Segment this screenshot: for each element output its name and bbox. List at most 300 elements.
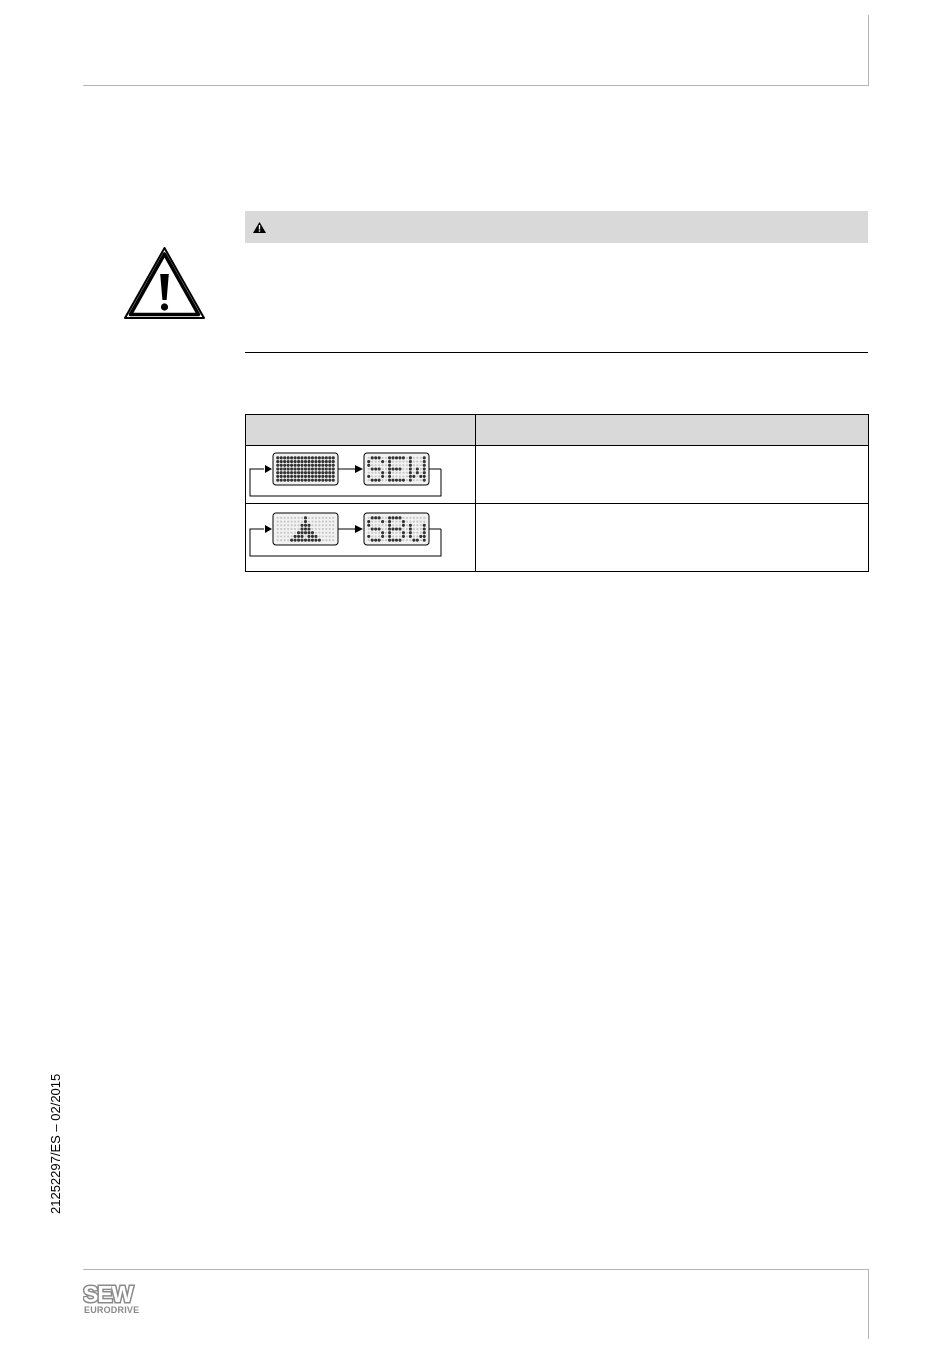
footer-rule [83,1269,869,1270]
led-dot-off [392,532,394,534]
led-dot-on [294,464,297,467]
led-dot-off [406,472,408,474]
led-dot-on [318,460,321,463]
led-dot-on [311,456,314,459]
led-dot-off [284,535,286,537]
led-dot-on [307,456,310,459]
led-dot-off [378,475,380,477]
led-dot-on [398,516,401,519]
svg-text:SEW: SEW [83,1282,133,1307]
led-dot-off [399,472,401,474]
led-dot-off [399,520,401,522]
led-dot-off [311,520,313,522]
led-dot-off [420,460,422,462]
led-dot-on [304,464,307,467]
led-dot-on [304,456,307,459]
led-dot-off [280,517,282,519]
led-dot-on [307,527,310,530]
led-dot-off [406,524,408,526]
led-dot-off [382,464,384,466]
led-dot-on [388,460,391,463]
arrow-head-icon [355,465,363,473]
led-dot-on [283,460,286,463]
table-header-cell-display [246,415,476,446]
led-dot-off [277,532,279,534]
table-header-row [246,415,869,446]
led-dot-off [315,517,317,519]
led-dot-on [304,479,307,482]
led-dot-on [300,475,303,478]
led-dot-off [420,472,422,474]
led-dot-on [388,535,391,538]
led-dot-off [423,517,425,519]
led-dot-off [280,535,282,537]
led-dot-on [328,471,331,474]
led-dot-off [385,539,387,541]
led-dot-off [399,524,401,526]
led-dot-on [388,467,391,470]
led-dot-on [367,464,370,467]
led-dot-on [307,535,310,538]
led-dot-on [388,524,391,527]
led-display-panel [273,453,338,485]
led-dot-off [402,475,404,477]
led-dot-off [385,464,387,466]
led-dot-off [332,532,334,534]
led-dot-on [409,460,412,463]
led-dot-off [402,517,404,519]
led-dot-on [367,535,370,538]
led-dot-on [328,464,331,467]
led-dot-on [280,464,283,467]
led-dot-on [294,456,297,459]
led-dot-on [409,464,412,467]
led-dot-on [388,464,391,467]
led-dot-on [412,475,415,478]
led-dot-on [374,527,377,530]
led-dot-off [329,532,331,534]
led-dot-off [375,532,377,534]
led-dot-off [420,520,422,522]
led-dot-off [280,524,282,526]
led-dot-on [423,456,426,459]
led-dot-on [300,524,303,527]
led-dot-on [304,460,307,463]
led-dot-off [416,532,418,534]
led-dot-off [378,520,380,522]
led-dot-off [413,524,415,526]
led-dot-off [297,528,299,530]
led-dot-on [398,539,401,542]
led-dot-on [318,539,321,542]
led-dot-on [304,520,307,523]
led-dot-on [409,471,412,474]
led-dot-on [398,467,401,470]
led-dot-off [399,475,401,477]
led-dot-off [297,517,299,519]
led-dot-on [423,471,426,474]
led-dot-off [399,460,401,462]
led-dot-off [420,528,422,530]
led-dot-off [392,472,394,474]
led-dot-on [290,456,293,459]
led-dot-off [420,539,422,541]
led-dot-off [395,520,397,522]
led-dot-on [321,471,324,474]
led-dot-on [276,475,279,478]
led-dot-on [307,471,310,474]
led-dot-on [300,471,303,474]
led-dot-off [332,517,334,519]
led-dot-on [374,456,377,459]
led-dot-on [287,475,290,478]
led-dot-on [388,456,391,459]
led-dot-off [385,528,387,530]
led-dot-on [297,460,300,463]
led-dot-off [368,528,370,530]
led-dot-off [277,520,279,522]
led-dot-off [413,517,415,519]
led-dot-on [304,467,307,470]
led-dot-on [311,479,314,482]
led-dot-off [382,468,384,470]
led-dot-on [290,479,293,482]
led-dot-on [314,456,317,459]
led-dot-off [385,472,387,474]
led-dot-on [378,479,381,482]
led-dot-off [371,535,373,537]
led-dot-on [294,475,297,478]
led-dot-off [392,460,394,462]
led-dot-off [420,468,422,470]
led-dot-on [287,471,290,474]
led-dot-on [290,464,293,467]
led-dot-off [325,535,327,537]
led-dot-off [402,464,404,466]
led-sequence-graphic [246,504,475,571]
table-cell-meaning [476,504,869,572]
led-dot-off [291,528,293,530]
led-dot-off [332,520,334,522]
led-dot-on [307,479,310,482]
led-dot-off [406,532,408,534]
led-dot-on [290,475,293,478]
led-dot-on [297,531,300,534]
led-dot-on [300,456,303,459]
display-table [245,414,869,572]
led-dot-on [280,479,283,482]
led-dot-on [300,539,303,542]
led-dot-on [378,456,381,459]
led-display-panel [364,453,429,485]
led-dot-off [318,535,320,537]
led-dot-on [367,524,370,527]
led-dot-on [374,539,377,542]
led-dot-off [318,517,320,519]
led-dot-on [300,531,303,534]
led-dot-on [280,467,283,470]
led-dot-off [277,539,279,541]
led-dot-on [391,527,394,530]
led-dot-on [388,471,391,474]
led-dot-on [300,467,303,470]
led-dot-off [315,528,317,530]
led-dot-off [284,532,286,534]
led-dot-off [291,520,293,522]
led-dot-on [409,456,412,459]
led-dot-on [307,460,310,463]
led-dot-off [325,528,327,530]
arrow-head-icon [265,525,272,533]
led-dot-on [287,456,290,459]
led-dot-off [329,539,331,541]
led-dot-on [325,475,328,478]
led-dot-on [423,539,426,542]
led-dot-on [304,539,307,542]
led-dot-off [318,524,320,526]
led-dot-on [391,539,394,542]
led-dot-off [378,535,380,537]
led-sequence-graphic [246,446,475,503]
footer-edge-line [868,1269,869,1339]
led-dot-on [402,479,405,482]
led-dot-on [300,479,303,482]
led-dot-on [283,456,286,459]
led-dot-off [416,479,418,481]
led-dot-on [332,456,335,459]
led-dot-off [297,524,299,526]
led-dot-on [381,475,384,478]
led-dot-on [321,460,324,463]
led-dot-off [294,532,296,534]
led-dot-on [304,475,307,478]
led-dot-off [420,479,422,481]
led-dot-off [284,520,286,522]
led-dot-on [371,467,374,470]
led-dot-on [416,467,419,470]
led-dot-on [280,460,283,463]
led-dot-off [375,475,377,477]
led-dot-off [375,520,377,522]
led-dot-on [300,464,303,467]
led-dot-on [395,527,398,530]
led-dot-on [287,460,290,463]
led-dot-on [304,516,307,519]
led-dot-off [325,520,327,522]
led-dot-on [391,479,394,482]
led-dot-off [420,524,422,526]
led-dot-off [301,517,303,519]
led-dot-on [423,479,426,482]
led-dot-off [322,520,324,522]
led-dot-off [294,520,296,522]
led-dot-off [378,460,380,462]
led-dot-off [325,532,327,534]
led-dot-on [311,464,314,467]
led-display-panel [273,513,338,545]
led-dot-on [280,471,283,474]
led-dot-off [420,464,422,466]
led-dot-on [307,464,310,467]
led-dot-off [291,517,293,519]
led-dot-off [311,524,313,526]
led-dot-off [332,528,334,530]
led-dot-off [371,520,373,522]
led-dot-on [276,460,279,463]
led-dot-off [392,520,394,522]
led-dot-off [329,520,331,522]
led-dot-on [416,539,419,542]
led-dot-off [287,517,289,519]
led-dot-on [409,524,412,527]
led-dot-on [402,524,405,527]
led-dot-on [409,475,412,478]
led-dot-off [416,464,418,466]
warning-small-icon [253,222,266,233]
led-dot-off [308,520,310,522]
led-dot-off [392,524,394,526]
led-dot-on [304,527,307,530]
led-dot-off [420,532,422,534]
led-dot-off [385,479,387,481]
led-dot-off [406,539,408,541]
header-edge-line [868,15,869,85]
led-dot-off [413,479,415,481]
led-dot-off [311,528,313,530]
led-dot-on [395,539,398,542]
display-sequence-sew [246,446,476,504]
led-dot-on [294,539,297,542]
led-dot-on [402,520,405,523]
led-dot-on [283,467,286,470]
led-dot-on [294,479,297,482]
led-dot-on [328,460,331,463]
led-dot-on [290,539,293,542]
svg-text:EURODRIVE: EURODRIVE [84,1305,140,1315]
led-dot-on [423,460,426,463]
led-dot-on [378,527,381,530]
led-dot-on [388,520,391,523]
led-dot-off [368,539,370,541]
led-dot-off [385,524,387,526]
led-dot-on [332,464,335,467]
led-dot-on [307,467,310,470]
led-dot-off [329,535,331,537]
section-rule [245,352,868,353]
led-dot-on [388,475,391,478]
led-dot-off [375,464,377,466]
led-dot-on [395,516,398,519]
led-dot-off [371,532,373,534]
led-dot-off [371,524,373,526]
led-dot-on [325,479,328,482]
led-dot-on [304,471,307,474]
led-dot-off [409,517,411,519]
led-dot-off [395,464,397,466]
led-dot-off [322,517,324,519]
led-dot-off [402,539,404,541]
led-dot-off [291,532,293,534]
led-dot-on [318,475,321,478]
led-dot-off [416,520,418,522]
led-dot-off [385,457,387,459]
led-dot-off [329,524,331,526]
led-dot-off [402,472,404,474]
led-dot-off [406,468,408,470]
led-dot-on [391,456,394,459]
table-row [246,446,869,504]
led-dot-off [315,520,317,522]
led-dot-off [332,539,334,541]
warning-triangle-icon [123,246,206,320]
led-dot-off [287,535,289,537]
led-dot-off [329,528,331,530]
led-dot-on [378,539,381,542]
led-dot-on [276,464,279,467]
led-dot-on [276,479,279,482]
led-dot-on [307,475,310,478]
led-dot-on [423,467,426,470]
led-dot-off [315,524,317,526]
led-dot-off [318,528,320,530]
led-dot-on [332,479,335,482]
led-dot-on [276,456,279,459]
led-dot-off [409,539,411,541]
led-dot-off [308,517,310,519]
led-dot-off [399,532,401,534]
led-dot-off [416,535,418,537]
table-cell-meaning [476,446,869,504]
led-dot-off [371,472,373,474]
led-dot-off [402,468,404,470]
led-dot-off [413,468,415,470]
led-dot-on [314,471,317,474]
led-dot-off [318,520,320,522]
led-dot-off [406,535,408,537]
led-dot-on [423,475,426,478]
led-dot-off [416,517,418,519]
led-dot-off [378,472,380,474]
led-dot-off [368,468,370,470]
led-dot-off [332,524,334,526]
led-dot-off [406,464,408,466]
led-dot-off [325,539,327,541]
led-dot-on [287,479,290,482]
led-dot-off [329,517,331,519]
led-dot-on [328,467,331,470]
led-dot-on [409,535,412,538]
led-dot-on [290,460,293,463]
led-dot-on [325,467,328,470]
led-dot-on [300,527,303,530]
led-dot-off [325,524,327,526]
led-dot-on [419,535,422,538]
led-dot-on [311,460,314,463]
led-dot-on [402,456,405,459]
led-dot-off [371,464,373,466]
led-dot-on [398,456,401,459]
sew-eurodrive-logo [83,1282,155,1318]
led-dot-off [322,524,324,526]
led-dot-on [321,479,324,482]
led-dot-off [395,524,397,526]
led-dot-on [398,479,401,482]
led-dot-off [395,475,397,477]
led-dot-on [374,516,377,519]
led-dot-off [409,520,411,522]
led-dot-on [314,467,317,470]
led-dot-on [321,475,324,478]
